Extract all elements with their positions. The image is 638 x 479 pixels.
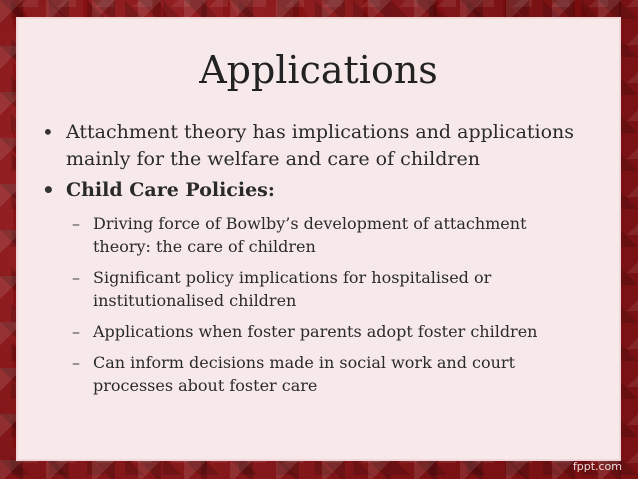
sub-bullet-item-3: [18, 320, 619, 343]
dash-marker: –: [72, 214, 80, 233]
bullet-text: Attachment theory has implications and applications mainly for the welfare and care of children: [66, 121, 575, 170]
slide-content-panel: [16, 17, 621, 461]
bullet-item-1: [18, 119, 619, 173]
sub-bullet-text: Driving force of Bowlby’s development of attachment theory: the care of children: [93, 214, 527, 256]
sub-bullet-item-2: [18, 266, 619, 312]
bullet-list: [18, 119, 619, 397]
dash-marker: –: [72, 322, 80, 341]
sub-bullet-item-1: [18, 212, 619, 258]
slide-title: Applications: [199, 48, 438, 92]
bullet-marker: •: [42, 120, 54, 144]
dash-marker: –: [72, 268, 80, 287]
sub-bullet-item-4: [18, 351, 619, 397]
sub-bullet-text: Applications when foster parents adopt foster children: [93, 322, 538, 341]
bullet-marker: •: [42, 178, 55, 202]
dash-marker: –: [72, 353, 80, 372]
bullet-text: Child Care Policies:: [66, 179, 275, 201]
bullet-item-2: [18, 177, 619, 204]
footer-watermark: fppt.com: [572, 460, 622, 473]
sub-bullet-text: Can inform decisions made in social work and court processes about foster care: [93, 353, 515, 395]
sub-bullet-text: Significant policy implications for hospitalised or institutionalised children: [93, 268, 492, 310]
